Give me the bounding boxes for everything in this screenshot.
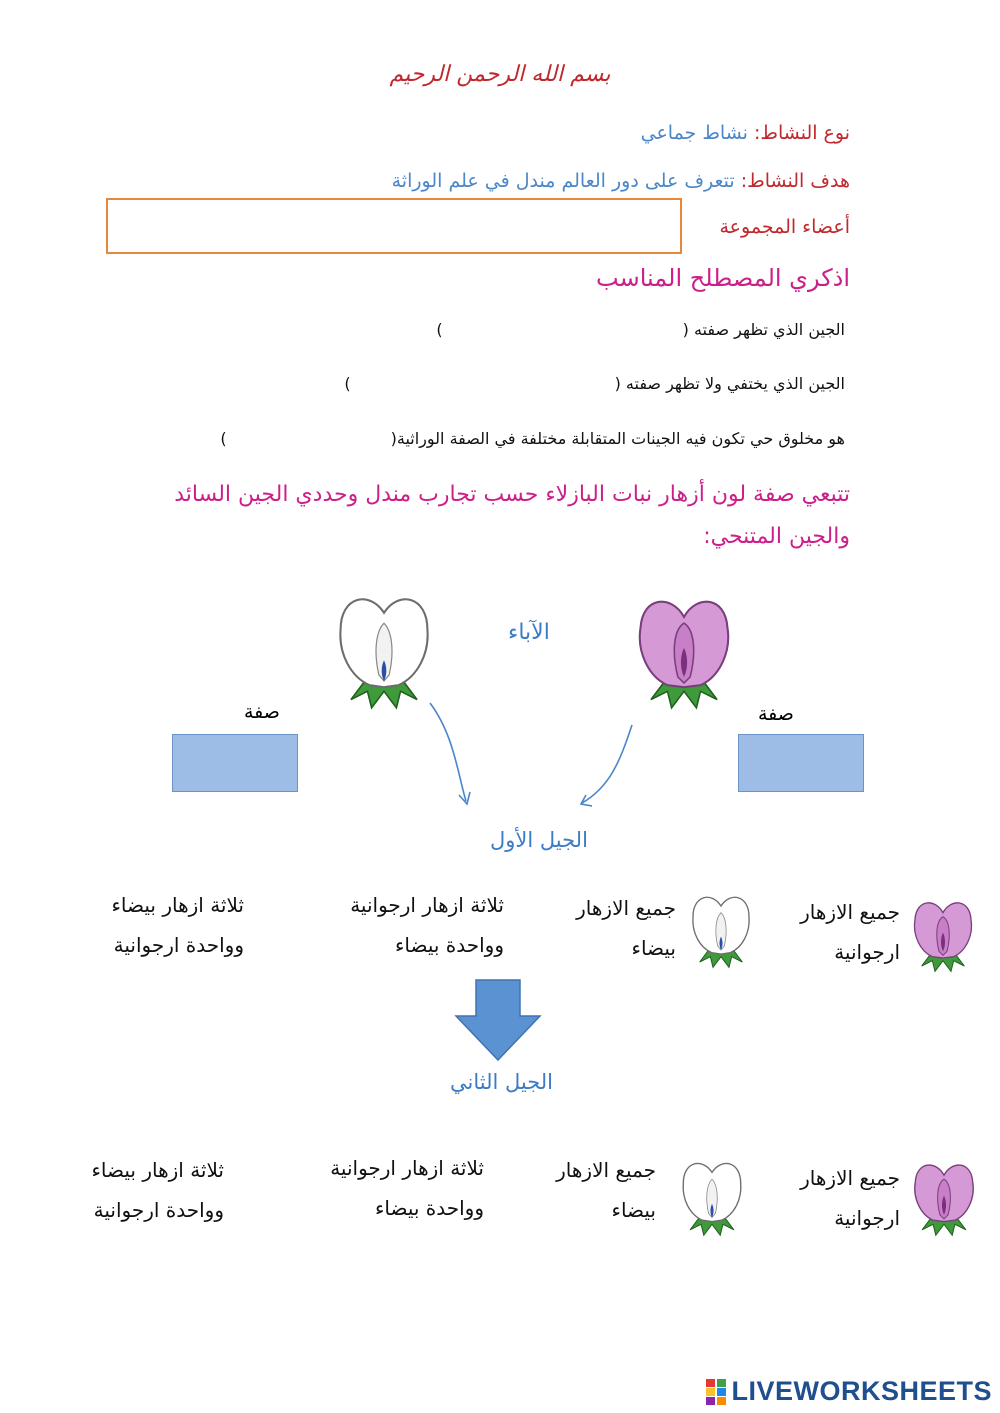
activity-type-row [641, 122, 850, 144]
f1-option-three-purple-one-white[interactable] [290, 885, 504, 965]
group-members-input[interactable] [106, 198, 682, 254]
f2-option-all-purple[interactable] [760, 1158, 900, 1238]
f1-option-three-purple-line1: ثلاثة ازهار ارجوانية [350, 893, 504, 917]
section1-heading: اذكري المصطلح المناسب [596, 264, 850, 292]
first-generation-label: الجيل الأول [490, 828, 588, 852]
f1-option-three-white-line2: وواحدة ارجوانية [113, 933, 244, 957]
question-2-close: ) [344, 374, 351, 393]
purple-flower-icon [908, 1156, 980, 1238]
cross-arrows [420, 695, 650, 815]
trait-label-left: صفة [244, 701, 280, 723]
white-flower-icon [676, 1156, 748, 1238]
f2-option-three-white-line1: ثلاثة ازهار بيضاء [91, 1158, 224, 1182]
down-arrow-icon [454, 978, 542, 1062]
activity-goal-row [392, 170, 850, 192]
liveworksheets-logo [705, 1376, 992, 1407]
question-1 [436, 320, 845, 339]
question-1-close: ) [436, 320, 443, 339]
white-flower-parent [330, 588, 438, 712]
f2-option-all-white[interactable] [516, 1150, 656, 1230]
liveworksheets-logo-icon [705, 1378, 727, 1406]
f1-option-three-purple-line2: وواحدة بيضاء [394, 933, 504, 957]
f2-option-all-purple-line1: جميع الازهار [800, 1166, 900, 1190]
f1-option-all-white-line2: بيضاء [631, 936, 676, 960]
f1-option-all-white-line1: جميع الازهار [576, 896, 676, 920]
group-members-label: أعضاء المجموعة [719, 216, 850, 238]
f2-option-all-white-line1: جميع الازهار [556, 1158, 656, 1182]
group-members-row [720, 216, 851, 238]
f1-option-three-white-one-purple[interactable] [60, 885, 244, 965]
question-3 [220, 429, 845, 448]
trait-box-left[interactable] [172, 734, 298, 792]
f2-option-three-purple-line1: ثلاثة ازهار ارجوانية [330, 1156, 484, 1180]
purple-flower-icon [908, 894, 978, 974]
f1-option-all-purple[interactable] [760, 892, 900, 972]
trait-box-right[interactable] [738, 734, 864, 792]
parents-label: الآباء [508, 620, 550, 645]
f2-option-three-white-line2: وواحدة ارجوانية [93, 1198, 224, 1222]
white-flower-icon [686, 890, 756, 970]
f1-option-three-white-line1: ثلاثة ازهار بيضاء [111, 893, 244, 917]
question-3-text: هو مخلوق حي تكون فيه الجينات المتقابلة مختلفة في الصفة الوراثية( [390, 429, 845, 448]
question-1-text: الجين الذي تظهر صفته ( [682, 320, 845, 339]
f2-option-three-white-one-purple[interactable] [40, 1150, 224, 1230]
f2-option-three-purple-line2: وواحدة بيضاء [374, 1196, 484, 1220]
activity-type-value: نشاط جماعي [640, 122, 748, 144]
trait-label-right: صفة [758, 703, 794, 725]
section2-heading-line2: والجين المتنحي: [703, 524, 850, 549]
activity-goal-label: هدف النشاط: [740, 170, 850, 192]
f1-option-all-purple-line2: ارجوانية [834, 940, 900, 964]
liveworksheets-logo-text: LIVEWORKSHEETS [731, 1376, 992, 1406]
second-generation-label: الجيل الثاني [450, 1070, 554, 1094]
f2-option-all-white-line2: بيضاء [611, 1198, 656, 1222]
f1-option-all-purple-line1: جميع الازهار [800, 900, 900, 924]
activity-type-label: نوع النشاط: [754, 122, 850, 144]
f1-option-all-white[interactable] [536, 888, 676, 968]
section2-heading-line1: تتبعي صفة لون أزهار نبات البازلاء حسب تجارب مندل وحددي الجين السائد [174, 482, 850, 507]
question-3-close: ) [220, 429, 227, 448]
basmala: بسم الله الرحمن الرحيم [389, 62, 611, 87]
f2-option-all-purple-line2: ارجوانية [834, 1206, 900, 1230]
activity-goal-value: تتعرف على دور العالم مندل في علم الوراثة [391, 170, 735, 192]
f2-option-three-purple-one-white[interactable] [270, 1148, 484, 1228]
purple-flower-parent [630, 588, 738, 712]
question-2 [344, 374, 845, 393]
question-2-text: الجين الذي يختفي ولا تظهر صفته ( [614, 374, 845, 393]
